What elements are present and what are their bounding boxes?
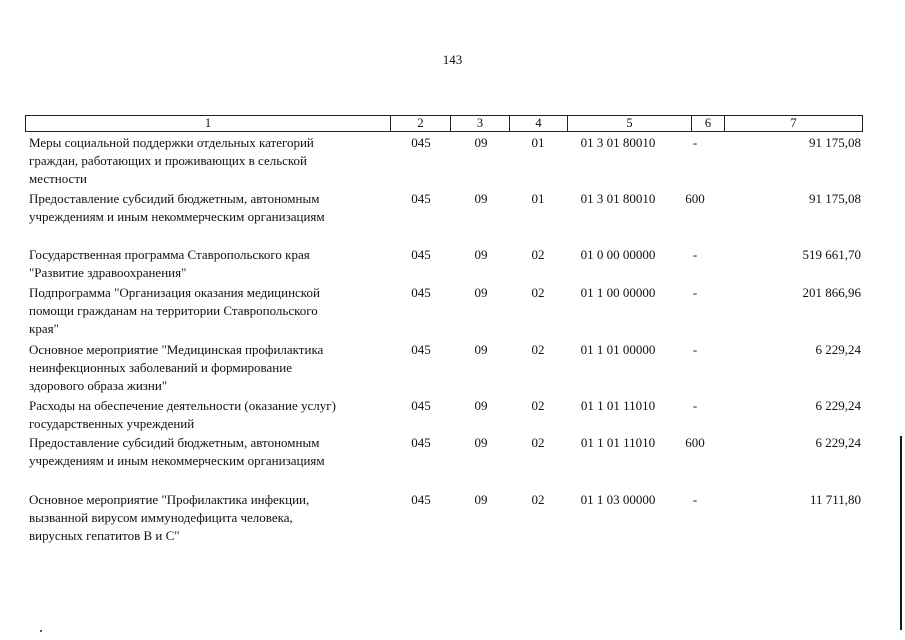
row-name-line: вызванной вирусом иммунодефицита человека,	[29, 510, 293, 525]
row-pr: 02	[531, 398, 545, 413]
row-name-line: Основное мероприятие "Медицинская профилактика	[29, 342, 324, 357]
row-vr: -	[692, 342, 698, 357]
row-csr: 01 3 01 80010	[580, 135, 656, 150]
row-ved: 045	[411, 435, 431, 450]
row-name-line: учреждениям и иным некоммерческим организациям	[29, 209, 325, 224]
row-name	[29, 491, 394, 545]
row-csr: 01 1 01 11010	[580, 435, 656, 450]
row-sum: 201 866,96	[802, 285, 861, 300]
row-sum: 6 229,24	[815, 398, 861, 413]
row-name-line: местности	[29, 171, 87, 186]
row-name-line: края"	[29, 321, 59, 336]
page-number: 143	[442, 52, 463, 67]
row-pr: 02	[531, 342, 545, 357]
row-sum: 91 175,08	[809, 191, 861, 206]
row-sum: 91 175,08	[809, 135, 861, 150]
row-rz: 09	[474, 247, 488, 262]
row-ved: 045	[411, 285, 431, 300]
row-name	[29, 341, 394, 395]
row-name	[29, 246, 394, 282]
row-rz: 09	[474, 191, 488, 206]
row-rz: 09	[474, 435, 488, 450]
row-vr: -	[692, 398, 698, 413]
row-name-line: граждан, работающих и проживающих в сельской	[29, 153, 308, 168]
row-pr: 02	[531, 492, 545, 507]
row-name-line: "Развитие здравоохранения"	[29, 265, 187, 280]
header-col-5: 5	[567, 116, 691, 131]
row-csr: 01 1 03 00000	[580, 492, 656, 507]
row-rz: 09	[474, 285, 488, 300]
row-pr: 02	[531, 247, 545, 262]
row-ved: 045	[411, 492, 431, 507]
row-name-line: Предоставление субсидий бюджетным, автономным	[29, 191, 320, 206]
row-name-line: учреждениям и иным некоммерческим организациям	[29, 453, 325, 468]
row-sum: 6 229,24	[815, 435, 861, 450]
row-name	[29, 134, 394, 188]
row-sum: 519 661,70	[802, 247, 861, 262]
row-name-line: Государственная программа Ставропольского края	[29, 247, 310, 262]
scan-edge-mark	[900, 436, 902, 630]
header-col-2: 2	[390, 116, 450, 131]
row-rz: 09	[474, 135, 488, 150]
row-name	[29, 434, 394, 470]
header-col-7: 7	[724, 116, 862, 131]
row-csr: 01 1 01 11010	[580, 398, 656, 413]
row-name-line: Меры социальной поддержки отдельных категорий	[29, 135, 314, 150]
row-name-line: Основное мероприятие "Профилактика инфекции,	[29, 492, 310, 507]
row-ved: 045	[411, 191, 431, 206]
header-col-6: 6	[691, 116, 724, 131]
row-name-line: государственных учреждений	[29, 416, 195, 431]
header-col-3: 3	[450, 116, 509, 131]
row-csr: 01 3 01 80010	[580, 191, 656, 206]
table-header	[25, 115, 863, 132]
row-ved: 045	[411, 135, 431, 150]
row-vr: 600	[685, 435, 705, 450]
row-vr: -	[692, 135, 698, 150]
row-ved: 045	[411, 342, 431, 357]
row-rz: 09	[474, 342, 488, 357]
row-vr: 600	[685, 191, 705, 206]
row-name-line: здорового образа жизни"	[29, 378, 168, 393]
row-csr: 01 0 00 00000	[580, 247, 656, 262]
row-rz: 09	[474, 492, 488, 507]
row-name-line: Расходы на обеспечение деятельности (оказание услуг)	[29, 398, 336, 413]
row-rz: 09	[474, 398, 488, 413]
row-name-line: неинфекционных заболеваний и формирование	[29, 360, 292, 375]
row-pr: 01	[531, 135, 545, 150]
header-col-4: 4	[509, 116, 567, 131]
row-csr: 01 1 01 00000	[580, 342, 656, 357]
row-vr: -	[692, 492, 698, 507]
row-name-line: помощи гражданам на территории Ставропольского	[29, 303, 318, 318]
row-sum: 6 229,24	[815, 342, 861, 357]
row-name-line: вирусных гепатитов В и С"	[29, 528, 180, 543]
row-ved: 045	[411, 398, 431, 413]
scan-speck	[40, 630, 42, 632]
row-pr: 02	[531, 435, 545, 450]
row-sum: 11 711,80	[809, 492, 861, 507]
row-ved: 045	[411, 247, 431, 262]
row-csr: 01 1 00 00000	[580, 285, 656, 300]
row-name-line: Предоставление субсидий бюджетным, автономным	[29, 435, 320, 450]
row-vr: -	[692, 285, 698, 300]
row-name	[29, 397, 394, 433]
header-col-1: 1	[204, 116, 212, 130]
row-vr: -	[692, 247, 698, 262]
row-pr: 01	[531, 191, 545, 206]
row-name	[29, 284, 394, 338]
row-name	[29, 190, 394, 226]
row-name-line: Подпрограмма "Организация оказания медицинской	[29, 285, 320, 300]
row-pr: 02	[531, 285, 545, 300]
